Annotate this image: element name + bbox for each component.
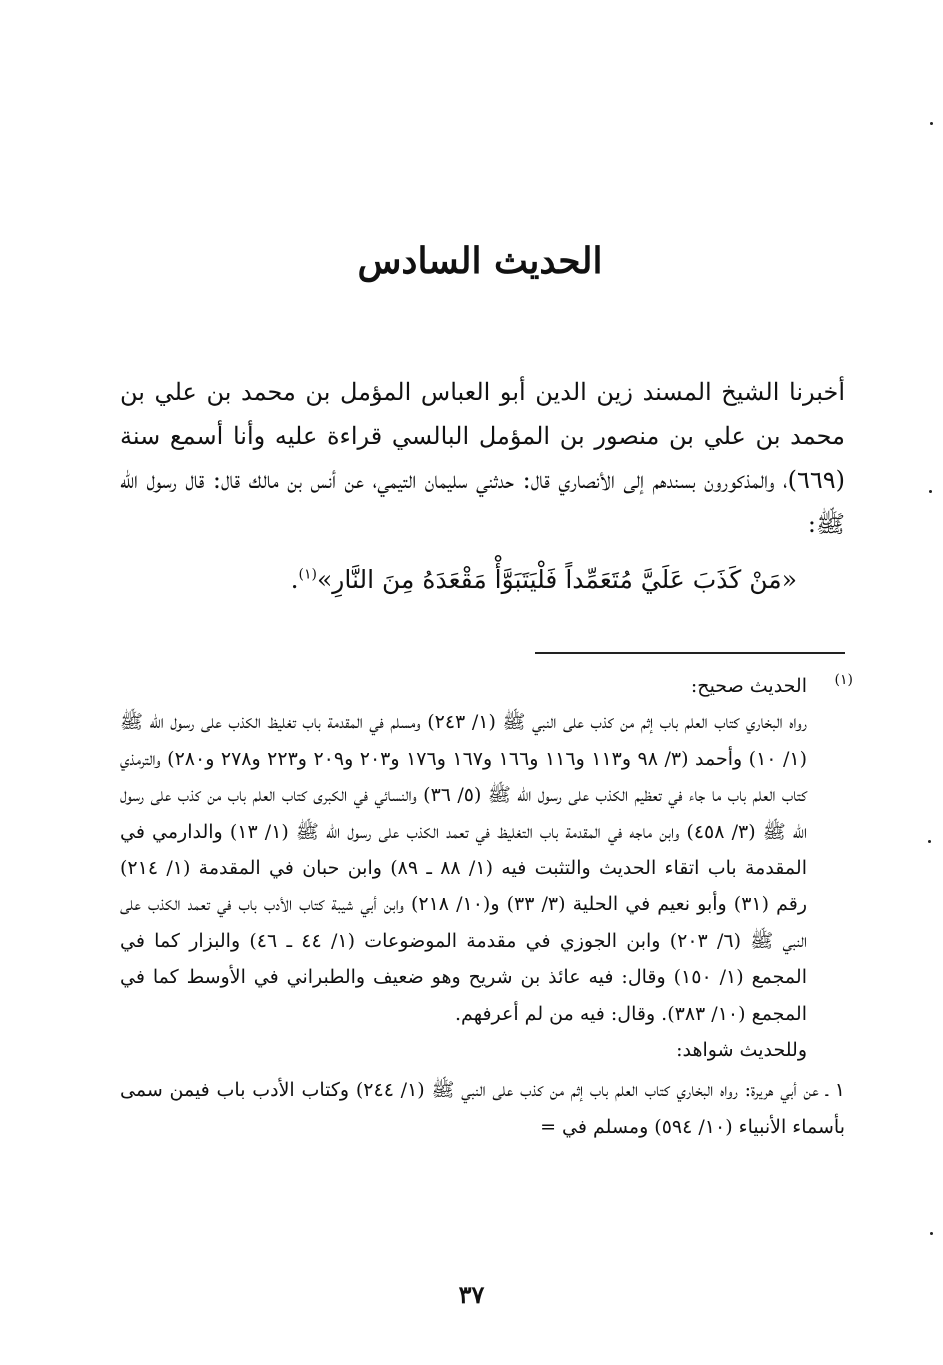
scan-speck bbox=[930, 1232, 933, 1235]
footnote-separator bbox=[535, 652, 845, 654]
footnote-text: رواه البخاري كتاب العلم باب إثم من كذب على النبي ﷺ (١/ ٢٤٣) ومسلم في المقدمة باب تغليظ الكذب على رسول الله ﷺ (١/ ١٠) وأحمد (٣/ ٩٨ و١١٣ و١١٦ و١٦٦ و١٦٧ و١٧٦ و٢٠٣ و٢٠٩ و٢٢٣ و٢٧٨ و٢٨٠) والترمذي كتاب العلم باب ما جاء في تعظيم الكذب على رسول الله ﷺ (٥/ ٣٦) والنسائي في الكبرى كتاب العلم باب من كذب على رسول الله ﷺ (٣/ ٤٥٨) وابن ماجه في المقدمة باب التغليظ في تعمد الكذب على رسول الله ﷺ (١/ ١٣) والدارمي في المقدمة باب اتقاء الحديث والتثبت فيه (١/ ٨٨ ـ ٨٩) وابن حبان في المقدمة (١/ ٢١٤) رقم (٣١) وأبو نعيم في الحلية (٣/ ٣٣) و(١٠/ ٢١٨) وابن أبي شيبة كتاب الأدب باب في تعمد الكذب على النبي ﷺ (٦/ ٢٠٣) وابن الجوزي في مقدمة الموضوعات (١/ ٤٤ ـ ٤٦) والبزار كما في المجمع (١/ ١٥٠) وقال: فيه عائذ بن شريح وهو ضعيف والطبراني في الأوسط كما في المجمع (١٠/ ٣٨٣). وقال: فيه من لم أعرفهم. bbox=[120, 711, 808, 1025]
footnote-number: (١) bbox=[834, 672, 853, 688]
chapter-title: الحديث السادس bbox=[357, 240, 603, 282]
hadith-end: . bbox=[290, 565, 299, 594]
scan-speck bbox=[929, 490, 932, 493]
footnote-heading-line bbox=[120, 668, 853, 704]
page-number: ٣٧ bbox=[458, 1280, 485, 1309]
footnote-reference[interactable]: (١) bbox=[298, 566, 317, 583]
witnesses-heading: وللحديث شواهد: bbox=[676, 1039, 807, 1062]
scan-speck bbox=[928, 840, 931, 843]
footnotes bbox=[120, 668, 853, 1145]
scan-speck bbox=[930, 122, 933, 125]
isnad-paragraph: أخبرنا الشيخ المسند زين الدين أبو العباس المؤمل بن محمد بن علي بن محمد بن علي بن منصور بن المؤمل البالسي قراءة عليه وأنا أسمع سنة (٦٦٩)، والمذكورون بسندهم إلى الأنصاري قال: حدثني سليمان التيمي، عن أنس بن مالك قال: قال رسول الله ﷺ: bbox=[120, 378, 845, 538]
hadith-matn: «مَنْ كَذَبَ عَلَيَّ مُتَعَمِّداً فَلْيَتَبَوَّأْ مَقْعَدَهُ مِنَ النَّارِ» bbox=[316, 565, 797, 594]
main-text bbox=[120, 370, 845, 602]
hadith-text bbox=[120, 558, 845, 602]
witness-item: ١ ـ عن أبي هريرة: رواه البخاري كتاب العلم باب إثم من كذب على النبي ﷺ (١/ ٢٤٤) وكتاب الأدب باب فيمن سمى بأسماء الأنبياء (١٠/ ٥٩٤) ومسلم في = bbox=[120, 1079, 845, 1138]
footnote-heading: الحديث صحيح: bbox=[690, 675, 807, 697]
